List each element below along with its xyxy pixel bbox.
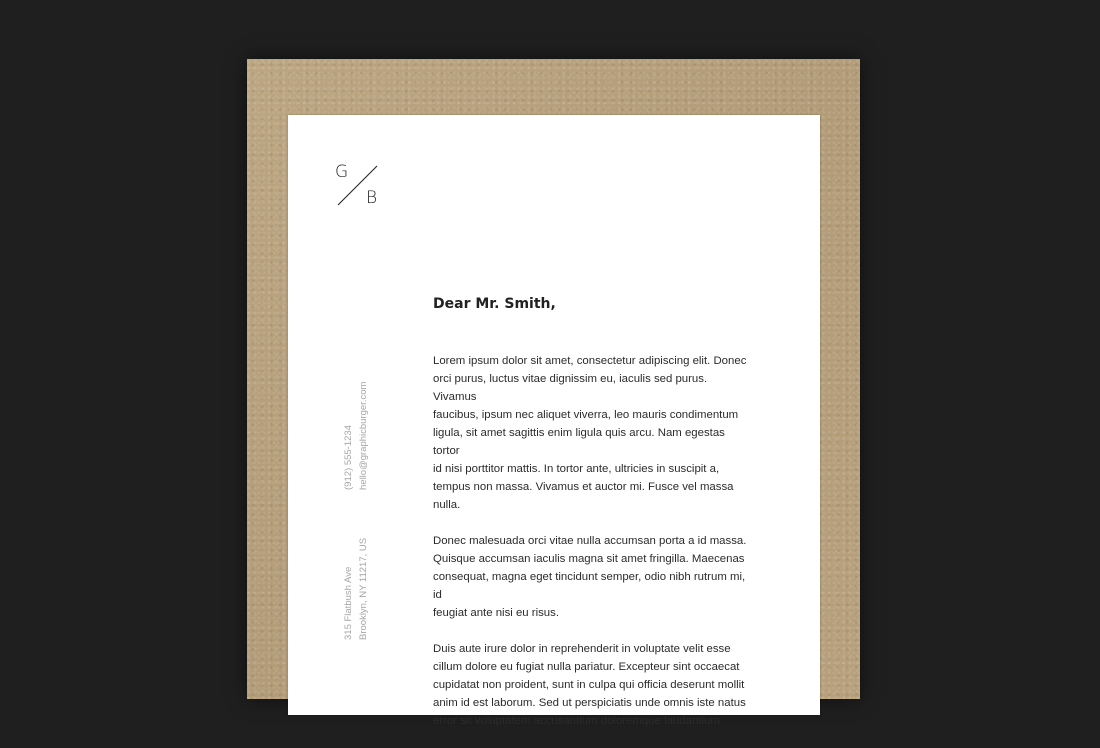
address-info [341,538,371,640]
letter-paragraph: Lorem ipsum dolor sit amet, consectetur adipiscing elit. Donec orci purus, luctus vitae dignissim eu, iaculis sed purus. Vivamus faucibus, ipsum nec aliquet viverra, leo mauris condimentum ligula, sit amet sagittis enim ligula quis arcu. Nam egestas tortor id nisi porttitor mattis. In tortor ante, ultricies in suscipit a, tempus non massa. Vivamus et auctor mi. Fusce vel massa nulla. [433,355,747,511]
city-address: Brooklyn, NY 11217, US [358,537,369,640]
letter-paragraph: Duis aute irure dolor in reprehenderit in voluptate velit esse cillum dolore eu fugiat nulla pariatur. Excepteur sint occaecat cupidatat non proident, sunt in culpa qui officia deserunt mollit anim id est laborum. Sed ut perspiciatis unde omnis iste natus error sit voluptatem accusantium doloremque laudantium [433,643,746,727]
letter-greeting: Dear Mr. Smith, [433,296,556,312]
contact-info [341,382,371,490]
letter-body [433,352,753,748]
letter-paragraph: Donec malesuada orci vitae nulla accumsan porta a id massa. Quisque accumsan iaculis magna sit amet fringilla. Maecenas consequat, magna eget tincidunt semper, odio nibh rutrum mi, id feugiat ante nisi eu risus. [433,535,747,619]
logo-letter-b: B [366,188,378,208]
street-address: 315 Flatbush Ave [343,566,354,640]
phone-number: (912) 555-1234 [343,425,354,490]
logo-letter-g: G [335,162,349,182]
email-address: hello@graphicburger.com [358,381,369,490]
gb-logo [335,162,383,210]
